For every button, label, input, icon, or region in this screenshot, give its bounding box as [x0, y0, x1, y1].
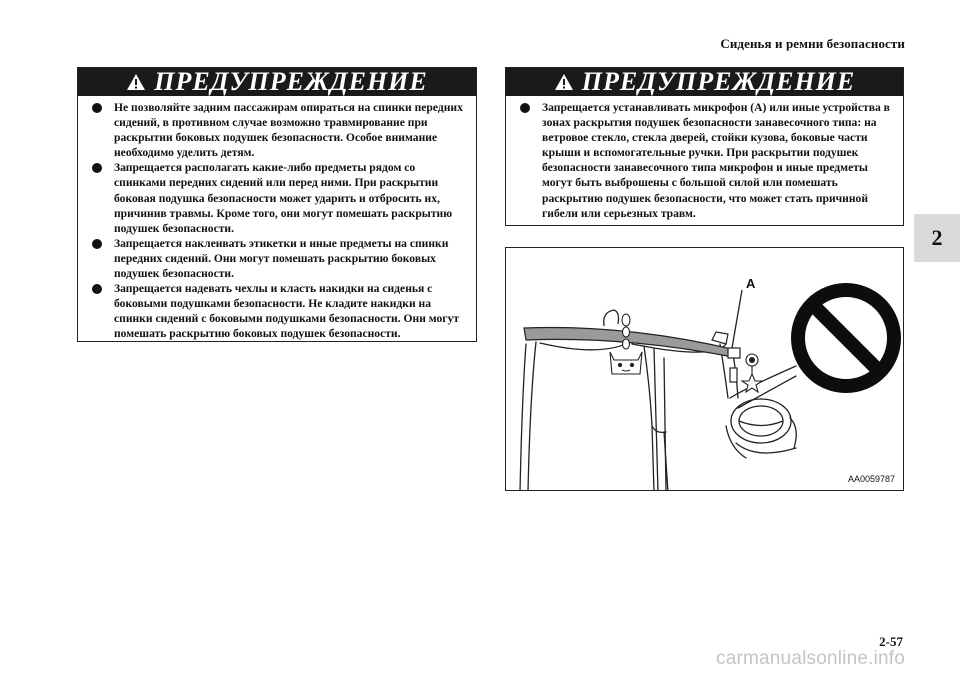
- warning-item: [88, 100, 468, 160]
- warning-item: [88, 281, 468, 341]
- warning-item-text: Запрещается надевать чехлы и класть накидки на сиденья с боковыми подушками безопасности. Не кладите накидки на спинки сидений с боковыми подушками безопасности. Они могут помешать раскрытию боковых подушек безопасности.: [114, 282, 460, 341]
- page-number: 2-57: [879, 634, 903, 649]
- warning-item-text: Запрещается располагать какие-либо предметы рядом со спинками передних сидений или перед ними. При раскрытии боковая подушка безопасности может ударить и отбросить их, причинив травмы. Кроме того, они могут помешать раскрытию подушек безопасности.: [114, 161, 453, 235]
- warning-item: [88, 236, 468, 281]
- warning-item-text: Запрещается устанавливать микрофон (A) или иные устройства в зонах раскрытия подушек безопасности занавесочного типа: на ветровое стекло, стекла дверей, стойки кузова, боковые части крыши и вспомогательные ручки. При раскрытии подушек безопасности занавесочного типа микрофон и иные предметы могут быть выброшены с большой силой или помешать раскрытию подушек безопасности, что может стать причиной гибели или серьезных травм.: [542, 101, 890, 220]
- watermark-text: carmanualsonline.info: [716, 648, 906, 669]
- bullet-icon: [520, 103, 530, 113]
- warning-list: [78, 96, 476, 342]
- warning-item: [516, 100, 895, 221]
- bullet-icon: [92, 239, 102, 249]
- warning-title: ПРЕДУПРЕЖДЕНИЕ: [581, 67, 856, 96]
- warning-triangle-icon: [126, 73, 146, 91]
- illustration-figure: [505, 247, 904, 491]
- warning-item-text: Запрещается наклеивать этикетки и иные предметы на спинки передних сидений. Они могут помешать раскрытию боковых подушек безопасности.: [114, 236, 449, 281]
- chapter-number: 2: [931, 225, 943, 250]
- warning-header: [78, 68, 476, 96]
- bullet-icon: [92, 163, 102, 173]
- bullet-icon: [92, 103, 102, 113]
- warning-item-text: Не позволяйте задним пассажирам опираться на спинки передних сидений, в противном случае возможно травмирование при раскрытии боковых подушек безопасности. Особое внимание необходимо уделить детям.: [114, 101, 463, 160]
- page-header-title: Сиденья и ремни безопасности: [720, 36, 905, 51]
- car-interior-illustration: [506, 248, 904, 491]
- chapter-tab[interactable]: [914, 214, 960, 262]
- warning-header: [506, 68, 903, 96]
- figure-code: AA0059787: [847, 474, 895, 484]
- warning-box-right: [505, 67, 904, 226]
- warning-box-left: [77, 67, 477, 342]
- warning-item: [88, 160, 468, 235]
- callout-label-a: A: [746, 276, 756, 291]
- warning-triangle-icon: [554, 73, 574, 91]
- warning-title: ПРЕДУПРЕЖДЕНИЕ: [154, 67, 428, 96]
- bullet-icon: [92, 284, 102, 294]
- warning-list: [506, 96, 903, 221]
